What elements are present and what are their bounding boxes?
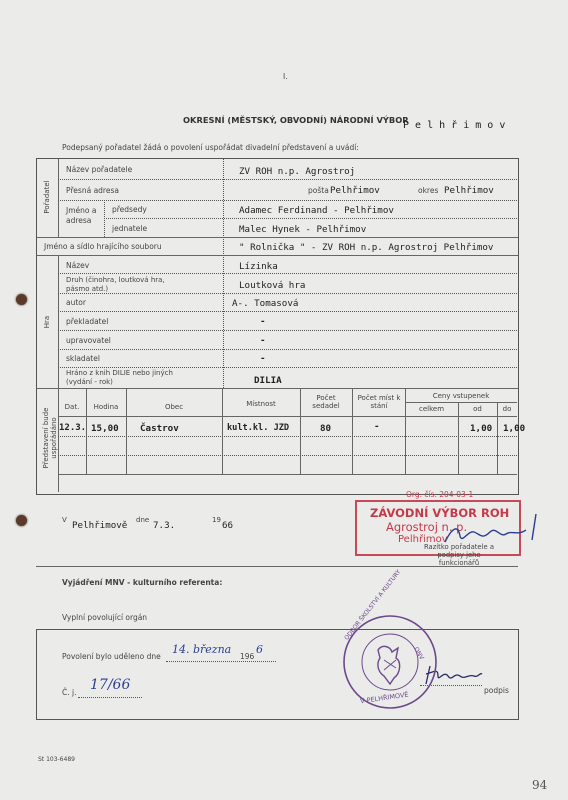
label-hrano: [66, 369, 178, 387]
value-ensemble: " Rolnička " - ZV ROH n.p. Agrostroj Pelhřimov: [239, 242, 494, 253]
label-vyplni: Vyplní povolující orgán: [62, 613, 148, 622]
row-line: [104, 218, 517, 219]
value-cj: 17/66: [90, 677, 131, 693]
perf-bottom-line: [58, 474, 517, 475]
label-druh: [66, 276, 186, 294]
header-od: od: [473, 405, 482, 413]
col-play-left: [58, 256, 59, 388]
label-vyjadreni: Vyjádření MNV - kulturního referenta:: [62, 578, 223, 587]
value-year: 66: [222, 520, 234, 531]
label-povoleni: Povolení bylo uděleno dne: [62, 652, 161, 661]
header-sedadel: Počet sedadel: [312, 394, 340, 410]
row-line: [58, 330, 517, 331]
value-posta: Pelhřimov: [330, 185, 380, 196]
round-stamp-bottom: V PELHŘIMOVĚ: [359, 690, 409, 706]
value-permit-year: 6: [256, 643, 263, 656]
cell-stani: -: [374, 421, 380, 432]
predstaveni-text: Představení bude uspořádáno: [42, 407, 58, 469]
perf-col-line: [352, 389, 353, 474]
col-organizer-left: [58, 159, 59, 237]
stamp-line3: Pelhřimov: [398, 534, 448, 545]
round-stamp-mid: ONV: [412, 645, 426, 662]
permit-date-line: [166, 661, 276, 662]
row-line: [58, 455, 517, 456]
druh-text: Druh (činohra, loutková hra, pásmo atd.): [66, 276, 165, 293]
divider-before-mnv: [36, 566, 518, 567]
label-presna-adresa: Přesná adresa: [66, 186, 119, 195]
cell-od: 1,00: [470, 423, 493, 434]
divider-organizer-ensemble: [37, 237, 518, 238]
cell-hodina: 15,00: [91, 423, 119, 434]
label-ensemble: Jméno a sídlo hrajícího souboru: [44, 242, 162, 251]
label-nazev-poradatele: Název pořadatele: [66, 165, 133, 174]
value-okres: Pelhřimov: [444, 185, 494, 196]
value-place: Pelhřimově: [72, 520, 128, 531]
label-autor: autor: [66, 298, 86, 307]
value-povoleni-date: 14. března: [172, 643, 232, 656]
divider-ensemble-play: [37, 255, 518, 256]
cj-line: [78, 697, 142, 698]
label-jmeno-a-adresa: [66, 206, 102, 226]
row-line: [58, 436, 517, 437]
row-line: [58, 311, 517, 312]
value-predsedy: Adamec Ferdinand - Pelhřimov: [239, 205, 394, 216]
perf-col-line: [126, 389, 127, 474]
header-ceny: Ceny vstupenek: [432, 392, 490, 400]
perf-header-line: [58, 416, 517, 417]
cell-mistnost: kult.kl. JZD: [227, 423, 290, 433]
cell-sedadel: 80: [320, 423, 332, 434]
header-hodina: Hodina: [93, 403, 119, 411]
value-skladatel: -: [260, 353, 266, 364]
label-upravovatel: upravovatel: [66, 336, 111, 345]
header-stani: Počet míst k stání: [357, 394, 401, 410]
label-podpis: podpis: [484, 686, 509, 695]
form-code: St 103-6489: [38, 756, 75, 763]
cell-obec: Častrov: [140, 423, 179, 434]
value-druh: Loutková hra: [239, 280, 306, 291]
row-line: [58, 179, 517, 180]
district-name: P e l h ř i m o v: [403, 120, 506, 131]
label-skladatel: skladatel: [66, 354, 100, 363]
perf-col-line: [300, 389, 301, 474]
cell-do: 1,00: [503, 423, 526, 434]
divider-play-performance: [37, 388, 518, 389]
header-do: do: [502, 405, 512, 413]
page-number: 94: [532, 778, 548, 792]
hrano-text: Hráno z knih DILIE nebo jiných (vydání - rok): [66, 369, 173, 386]
label-year-prefix: 19: [212, 516, 221, 524]
header-dat: Dat.: [64, 403, 80, 411]
section-label-poradatel: Pořadatel: [43, 180, 51, 214]
header-mistnost: Místnost: [246, 400, 276, 408]
perf-col-line: [86, 389, 87, 474]
value-nazev-poradatele: ZV ROH n.p. Agrostroj: [239, 166, 356, 177]
label-predsedy: předsedy: [112, 205, 147, 214]
label-cj: Č. j.: [62, 688, 77, 697]
value-prekladatel: -: [260, 316, 266, 327]
row-line: [58, 367, 517, 368]
label-permit-year-prefix: 196: [240, 652, 255, 661]
header-obec: Obec: [164, 403, 184, 411]
stamp-line2: Agrostroj n. p.: [386, 520, 468, 534]
label-jednatele: jednatele: [112, 224, 148, 233]
section-label-predstaveni: [42, 394, 58, 482]
row-line: [58, 349, 517, 350]
section-label-hra: Hra: [43, 315, 51, 329]
form-title: OKRESNÍ (MĚSTSKÝ, OBVODNÍ) NÁRODNÍ VÝBOR: [183, 115, 409, 125]
label-dne: dne: [136, 516, 150, 524]
stamp-label-text: Razítko pořadatele a podpisy jeho funkcionářů: [423, 543, 495, 567]
roman-numeral: I.: [283, 72, 288, 81]
value-nazev-hry: Lízinka: [239, 261, 278, 272]
row-line: [58, 200, 517, 201]
stamp-line1: ZÁVODNÍ VÝBOR ROH: [370, 506, 510, 520]
punch-hole-top: [16, 294, 27, 305]
perf-ceny-line: [405, 402, 517, 403]
value-date: 7.3.: [153, 520, 176, 531]
label-v: V: [62, 516, 67, 524]
punch-hole-bottom: [16, 515, 27, 526]
label-posta: pošta: [308, 186, 329, 195]
organizer-signature: [440, 510, 550, 550]
header-celkem: celkem: [418, 405, 445, 413]
cell-dat: 12.3.: [59, 423, 87, 433]
label-prekladatel: překladatel: [66, 317, 109, 326]
label-okres: okres: [418, 186, 439, 195]
value-jednatele: Malec Hynek - Pelhřimov: [239, 224, 367, 235]
value-upravovatel: -: [260, 335, 266, 346]
value-autor: A-. Tomasová: [232, 298, 299, 309]
row-line: [58, 273, 517, 274]
intro-text: Podepsaný pořadatel žádá o povolení uspořádat divadelní představení a uvádí:: [62, 143, 359, 152]
label-nazev-hry: Název: [66, 261, 90, 270]
jmeno-a-adresa-text: Jméno a adresa: [66, 206, 97, 225]
round-stamp-top: ODBOR ŠKOLSTVÍ A KULTURY: [343, 568, 403, 642]
stamp-org-code: Org. čís. 204-03-1: [406, 490, 474, 499]
value-hrano: DILIA: [254, 375, 282, 386]
